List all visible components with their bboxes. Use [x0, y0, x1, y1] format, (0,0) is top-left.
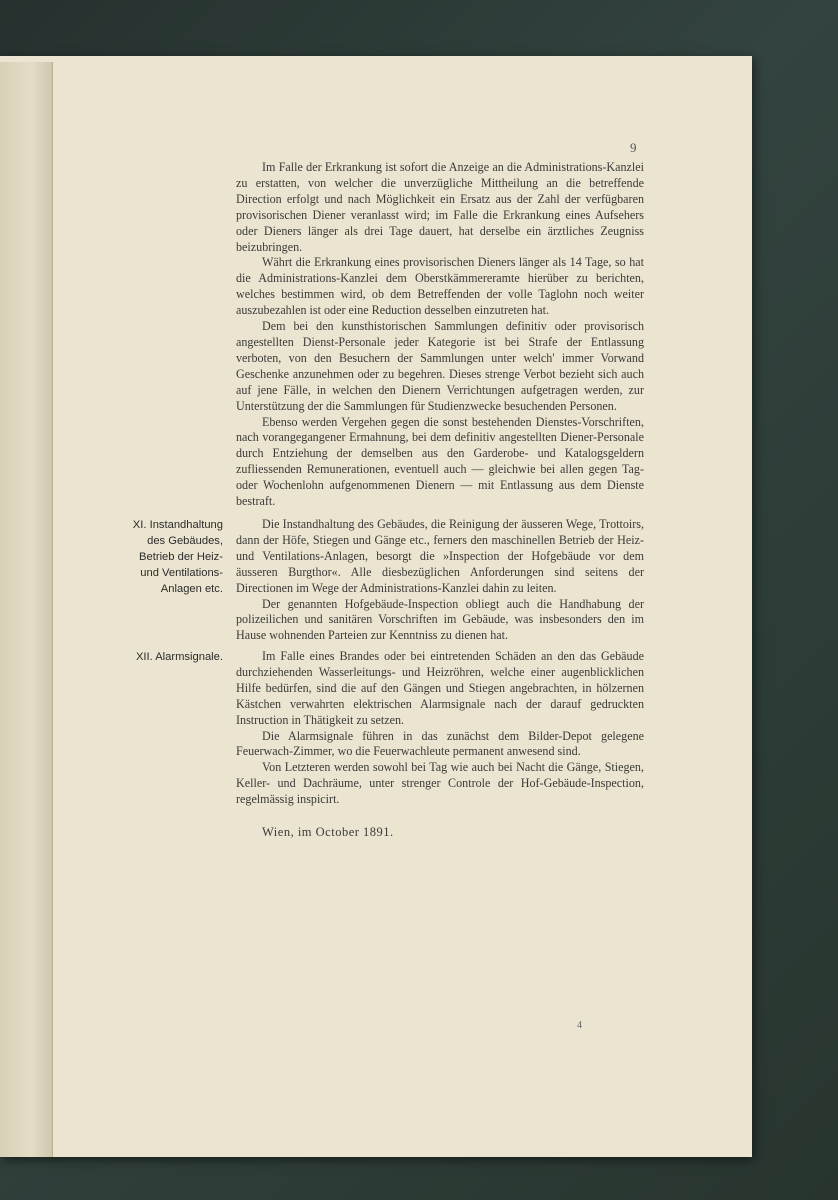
section-xii-body: [236, 649, 644, 808]
section-xi-heading: [131, 517, 223, 597]
heading-line: und Ventilations-: [140, 567, 223, 579]
section-xii-heading: [131, 649, 223, 665]
paragraph: Die Alarmsignale führen in das zunächst dem Bilder-Depot gelegene Feuerwach-Zimmer, wo die Feuerwachleute permanent anwesend sind.: [236, 728, 644, 759]
paragraph: Dem bei den kunsthistorischen Sammlungen definitiv oder provisorisch angestellten Dienst-Personale jeder Kategorie ist bei Strafe der Entlassung verboten, von den Besuchern der Sammlungen unter welch' immer Vorwand Geschenke anzunehmen oder zu begehren. Dieses strenge Verbot bezieht sich auch auf jene Fälle, in welchen den Dienern Verrichtungen aufgetragen werden, zur Unterstützung der die Sammlungen für Studienzwecke besuchenden Personen.: [236, 319, 644, 413]
heading-line: des Gebäudes,: [147, 535, 223, 547]
paragraph: Im Falle der Erkrankung ist sofort die Anzeige an die Administrations-Kanzlei zu erstatten, von welcher die unverzügliche Mittheilung an die betreffende Direction erfolgt und nach Möglichkeit ein Ersatz aus der Zahl der verfügbaren provisorischen Diener veranlasst wird; im Falle die Erkrankung eines Aufsehers oder Dieners länger als drei Tage dauert, hat derselbe ein ärztliches Zeugniss beizubringen.: [236, 160, 644, 254]
paragraph: Die Instandhaltung des Gebäudes, die Reinigung der äusseren Wege, Trottoirs, dann der Höfe, Stiegen und Gänge etc., ferners den maschinellen Betrieb der Heiz- und Ventilations-Anlagen, besorgt die »Inspection der Hofgebäude vor dem äusseren Burgthor«. Alle diesbezüglichen Anforderungen sind seitens der Directionen im Wege der Administrations-Kanzlei dahin zu leiten.: [236, 517, 644, 595]
paragraph: Der genannten Hofgebäude-Inspection obliegt auch die Handhabung der polizeilichen und sanitären Vorschriften im Gebäude, was insbesonders den im Hause wohnenden Parteien zur Kenntniss zu dienen hat.: [236, 596, 644, 643]
intro-section: [236, 160, 644, 510]
paragraph: Ebenso werden Vergehen gegen die sonst bestehenden Dienstes-Vorschriften, nach vorangegangener Ermahnung, bei dem definitiv angestellten Diener-Personale durch Entziehung der demselben aus den Garderobe- und Katalogsgeldern zufliessenden Remunerationen, eventuell auch — gleichwie bei allen gegen Tag- oder Wochenlohn aufgenommenen Dienern — mit Entlassung aus dem Dienste bestraft.: [236, 414, 644, 509]
paragraph: Im Falle eines Brandes oder bei eintretenden Schäden an den das Gebäude durchziehenden Wasserleitungs- und Heizröhren, welche einer augenblicklichen Hilfe bedürfen, sind die auf den Gängen und Stiegen angebrachten, in hölzernen Kästchen verwahrten elektrischen Alarmsignale nach der darauf gedruckten Instruction in Thätigkeit zu setzen.: [236, 649, 644, 727]
closing-dateline: Wien, im October 1891.: [262, 825, 394, 839]
paragraph: Währt die Erkrankung eines provisorischen Dieners länger als 14 Tage, so hat die Administrations-Kanzlei dem Oberstkämmereramte hierüber zu berichten, welches bestimmen wird, ob dem Betreffenden der volle Taglohn noch weiter auszubezahlen ist oder eine Reduction desselben einzutreten hat.: [236, 255, 644, 318]
heading-line: Betrieb der Heiz-: [139, 551, 223, 563]
signature-mark: 4: [577, 1020, 582, 1031]
section-xi-body: [236, 517, 644, 644]
heading-line: XII. Alarmsignale.: [135, 651, 223, 663]
heading-line: XI. Instandhaltung: [132, 519, 223, 531]
left-page-edge: [0, 62, 53, 1157]
heading-line: Anlagen etc.: [160, 583, 223, 595]
page-number: 9: [630, 140, 637, 155]
paragraph: Von Letzteren werden sowohl bei Tag wie auch bei Nacht die Gänge, Stiegen, Keller- und Dachräume, unter strenger Controle der Hof-Gebäude-Inspection, regelmässig inspicirt.: [236, 760, 644, 807]
